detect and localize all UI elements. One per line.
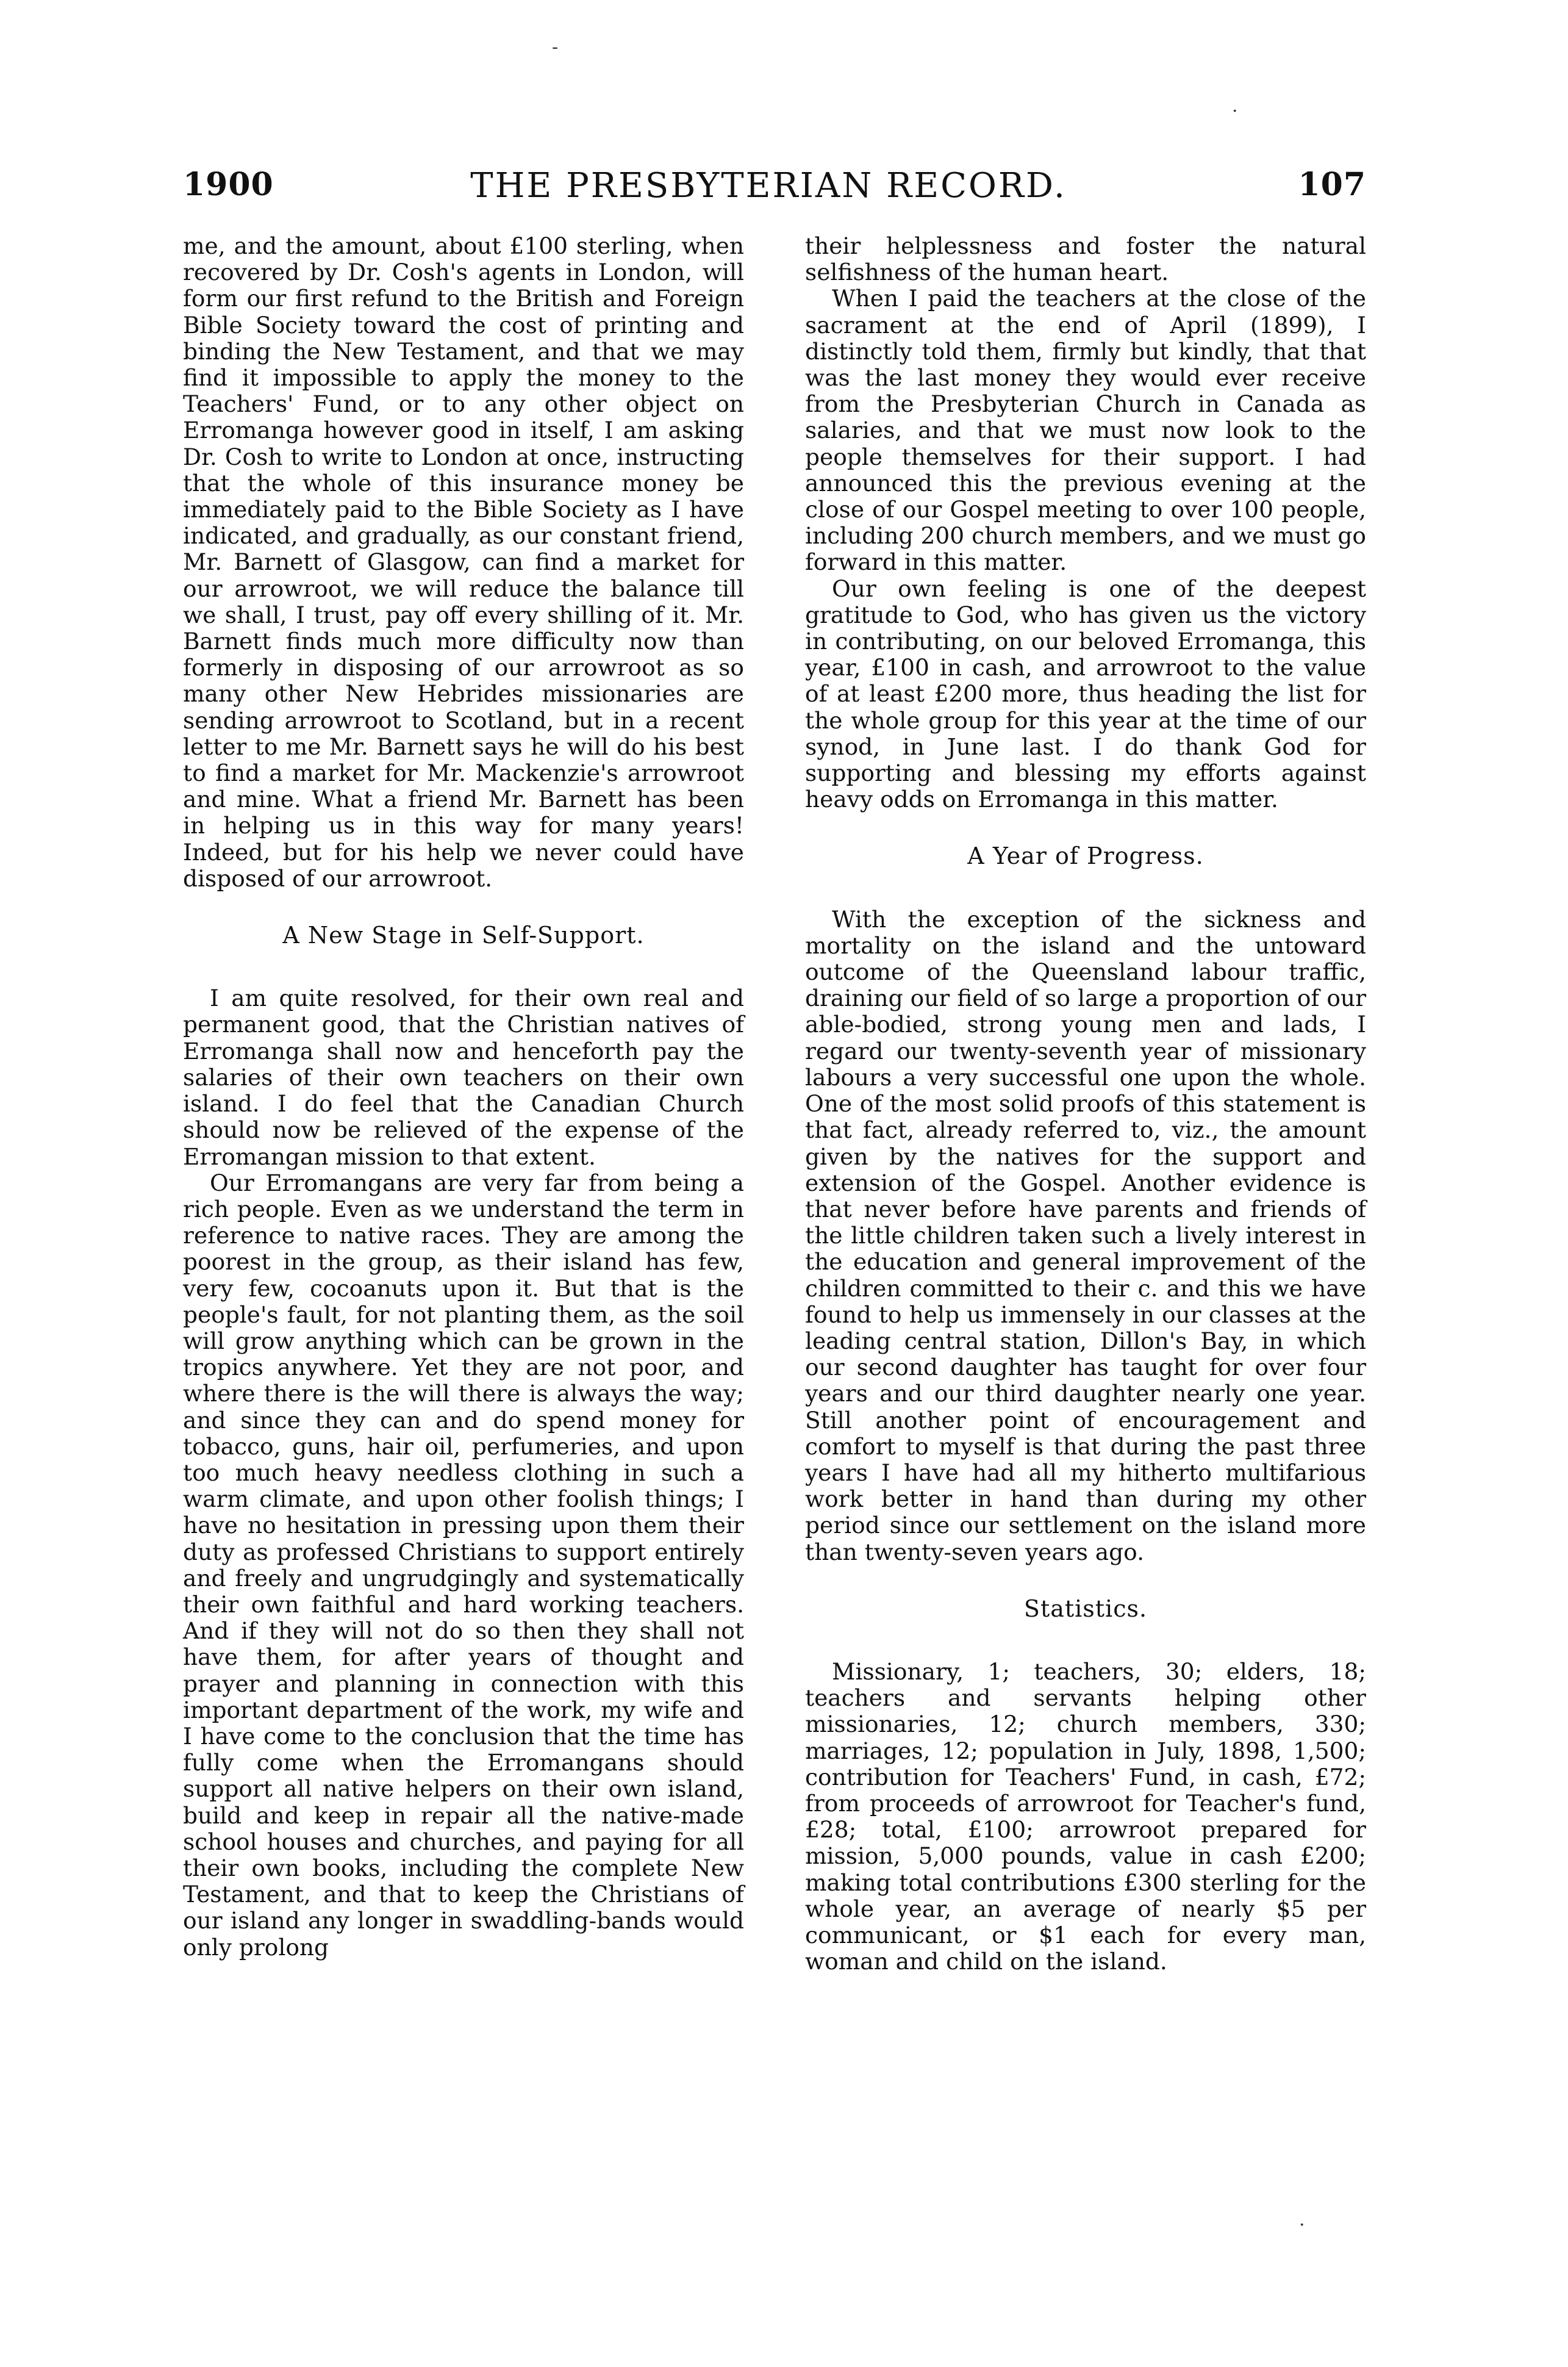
right-paragraph-4: With the exception of the sickness and mortality on the island and the untoward outcome of the Queensland labour traffic, draining our field of so large a proportion of our able-bodied, strong young men and lads, I regard our twenty-seventh year of missionary labours a very successful one upon the whole. One of the most solid proofs of this statement is that fact, already referred to, viz., the amount given by the natives for the support and extension of the Gospel. Another evidence is that never before have parents and friends of the little children taken such a lively interest in the education and general improvement of the children committed to their c. and this we have found to help us immensely in our classes at the leading central station, Dillon's Bay, in which our second daughter has taught for over four years and our third daughter nearly one year. Still another point of encouragement and comfort to myself is that during the past three years I have had all my hitherto multifarious work better in hand than during my other period since our settlement on the island more than twenty-seven years ago. xyxy=(805,905,1366,1565)
header-page-number: 107 xyxy=(1298,166,1366,203)
header-year: 1900 xyxy=(183,166,274,203)
right-paragraph-5: Missionary, 1; teachers, 30; elders, 18; teachers and servants helping other missionaries, 12; church members, 330; marriages, 12; population in July, 1898, 1,500; contribution for Teachers' Fund, in cash, £72; from proceeds of arrowroot for Teacher's fund, £28; total, £100; arrowroot prepared for mission, 5,000 pounds, value in cash £200; making total contributions £300 sterling for the whole year, an average of nearly $5 per communicant, or $1 each for every man, woman and child on the island. xyxy=(805,1658,1366,1975)
scan-mark-top: - xyxy=(552,37,559,58)
right-paragraph-2: When I paid the teachers at the close of the sacrament at the end of April (1899), I distinctly told them, firmly but kindly, that that was the last money they would ever receive from the Presbyterian Church in Canada as salaries, and that we must now look to the people themselves for their support. I had announced this the previous evening at the close of our Gospel meeting to over 100 people, including 200 church members, and we must go forward in this matter. xyxy=(805,285,1366,576)
left-paragraph-2: I am quite resolved, for their own real and permanent good, that the Christian natives of Erromanga shall now and henceforth pay the salaries of their own teachers on their own island. I do feel that the Canadian Church should now be relieved of the expense of the Erromangan mission to that extent. xyxy=(183,985,744,1170)
left-paragraph-1: me, and the amount, about £100 sterling, when recovered by Dr. Cosh's agents in London, will form our first refund to the British and Foreign Bible Society toward the cost of printing and binding the New Testament, and that we may find it impossible to apply the money to the Teachers' Fund, or to any other object on Erromanga however good in itself, I am asking Dr. Cosh to write to London at once, instructing that the whole of this insurance money be immediately paid to the Bible Society as I have indicated, and gradually, as our constant friend, Mr. Barnett of Glasgow, can find a market for our arrowroot, we will reduce the balance till we shall, I trust, pay off every shilling of it. Mr. Barnett finds much more difficulty now than formerly in disposing of our arrowroot as so many other New Hebrides missionaries are sending arrowroot to Scotland, but in a recent letter to me Mr. Barnett says he will do his best to find a market for Mr. Mackenzie's arrowroot and mine. What a friend Mr. Barnett has been in helping us in this way for many years! Indeed, but for his help we never could have disposed of our arrowroot. xyxy=(183,232,744,892)
section-heading-new-stage: A New Stage in Self-Support. xyxy=(282,922,645,949)
page-header xyxy=(183,166,1366,215)
right-paragraph-3: Our own feeling is one of the deepest gratitude to God, who has given us the victory in contributing, on our beloved Erromanga, this year, £100 in cash, and arrowroot to the value of at least £200 more, thus heading the list for the whole group for this year at the time of our synod, in June last. I do thank God for supporting and blessing my efforts against heavy odds on Erromanga in this matter. xyxy=(805,575,1366,813)
right-column xyxy=(805,233,1366,1975)
header-title: THE PRESBYTERIAN RECORD. xyxy=(470,166,1067,206)
section-heading-year-of-progress: A Year of Progress. xyxy=(967,842,1204,870)
section-heading-statistics: Statistics. xyxy=(1023,1595,1148,1622)
right-paragraph-1: their helplessness and foster the natural selfishness of the human heart. xyxy=(805,232,1366,286)
left-paragraph-3: Our Erromangans are very far from being a rich people. Even as we understand the term in reference to native races. They are among the poorest in the group, as their island has few, very few, cocoanuts upon it. But that is the people's fault, for not planting them, as the soil will grow anything which can be grown in the tropics anywhere. Yet they are not poor, and where there is the will there is always the way; and since they can and do spend money for tobacco, guns, hair oil, perfumeries, and upon too much heavy needless clothing in such a warm climate, and upon other foolish things; I have no hesitation in pressing upon them their duty as professed Christians to support entirely and freely and ungrudgingly and systematically their own faithful and hard working teachers. And if they will not do so then they shall not have them, for after years of thought and prayer and planning in connection with this important department of the work, my wife and I have come to the conclusion that the time has fully come when the Erromangans should support all native helpers on their own island, build and keep in repair all the native-made school houses and churches, and paying for all their own books, including the complete New Testament, and that to keep the Christians of our island any longer in swaddling-bands would only prolong xyxy=(183,1169,744,1961)
scan-mark-bottom: · xyxy=(1299,2214,1305,2236)
left-column xyxy=(183,233,744,1961)
scan-mark-right: · xyxy=(1232,101,1238,122)
